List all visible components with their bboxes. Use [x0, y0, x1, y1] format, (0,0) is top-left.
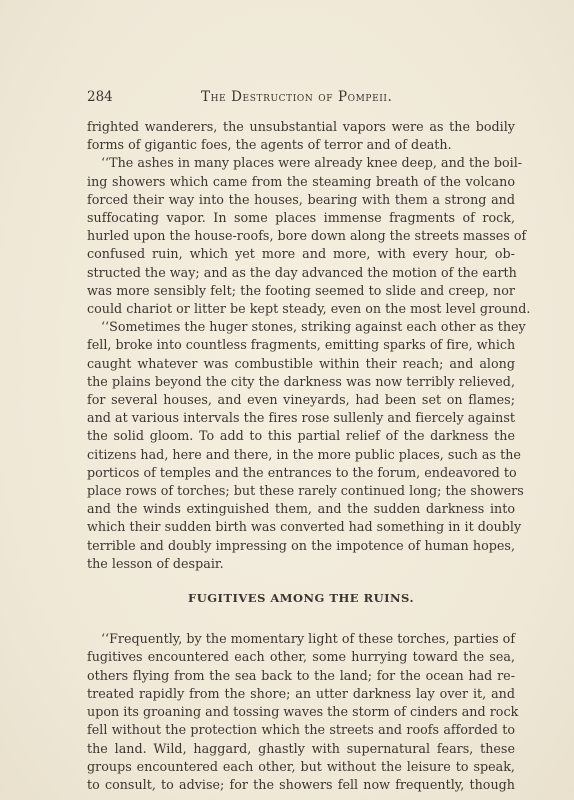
text-line: porticos of temples and the entrances to the forum, endeavored to	[87, 464, 517, 480]
text-line: structed the way; and as the day advanced the motion of the earth	[87, 264, 517, 280]
text-line: fugitives encountered each other, some hurrying toward the sea,	[87, 649, 515, 665]
text-line: treated rapidly from the shore; an utter darkness lay over it, and	[87, 685, 515, 701]
text-line: fell without the protection which the streets and roofs afforded to	[87, 722, 515, 738]
paragraph-3	[87, 318, 526, 573]
text-line: which their sudden birth was converted had something in it doubly	[87, 519, 522, 535]
text-line: for several houses, and even vineyards, had been set on flames;	[87, 392, 515, 408]
text-line: forced their way into the houses, bearing with them a strong and	[87, 191, 515, 207]
text-line: caught whatever was combustible within their reach; and along	[87, 355, 515, 371]
paragraph-2	[87, 154, 531, 318]
text-line: confused ruin, which yet more and more, with every hour, ob-	[87, 246, 515, 262]
text-line: the solid gloom. To add to this partial relief of the darkness the	[87, 428, 515, 444]
text-line: suffocating vapor. In some places immense fragments of rock,	[87, 210, 515, 226]
text-line: fell, broke into countless fragments, emitting sparks of fire, which	[87, 337, 516, 353]
text-line: forms of gigantic foes, the agents of terror and of death.	[87, 137, 452, 153]
text-line: and the winds extinguished them, and the sudden darkness into	[87, 501, 515, 517]
page-number: 284	[87, 89, 113, 105]
text-line: the lesson of despair.	[87, 555, 224, 571]
text-line: ‘‘Frequently, by the momentary light of these torches, parties of	[101, 631, 516, 647]
text-line: upon its groaning and tossing waves the storm of cinders and rock	[87, 704, 519, 720]
text-line: citizens had, here and there, in the more public places, such as the	[87, 446, 521, 462]
text-line: ‘‘The ashes in many places were already knee deep, and the boil-	[101, 155, 523, 171]
section-heading: FUGITIVES AMONG THE RUINS.	[188, 591, 414, 606]
text-line: and at various intervals the fires rose sullenly and fiercely against	[87, 410, 515, 426]
text-line: was more sensibly felt; the footing seemed to slide and creep, nor	[87, 282, 515, 298]
text-line: others flying from the sea back to the land; for the ocean had re-	[87, 667, 515, 683]
text-line: ing showers which came from the steaming breath of the volcano	[87, 173, 515, 189]
paragraph-4	[87, 630, 519, 794]
text-line: terrible and doubly impressing on the impotence of human hopes,	[87, 537, 515, 553]
paragraph-1	[87, 118, 515, 154]
running-title: The Destruction of Pompeii.	[201, 89, 393, 105]
body-text	[87, 118, 531, 794]
text-line: place rows of torches; but these rarely continued long; the showers	[87, 483, 524, 499]
text-line: to consult, to advise; for the showers fell now frequently, though	[87, 776, 515, 792]
text-line: hurled upon the house-roofs, bore down along the streets masses of	[87, 228, 527, 244]
text-line: the plains beyond the city the darkness was now terribly relieved,	[87, 373, 515, 389]
page-header	[87, 89, 497, 109]
text-line: the land. Wild, haggard, ghastly with supernatural fears, these	[87, 740, 515, 756]
text-line: groups encountered each other, but without the leisure to speak,	[87, 758, 515, 774]
text-line: ‘‘Sometimes the huger stones, striking against each other as they	[101, 319, 526, 335]
text-line: frighted wanderers, the unsubstantial vapors were as the bodily	[87, 119, 515, 134]
text-line: could chariot or litter be kept steady, even on the most level ground.	[87, 301, 531, 317]
